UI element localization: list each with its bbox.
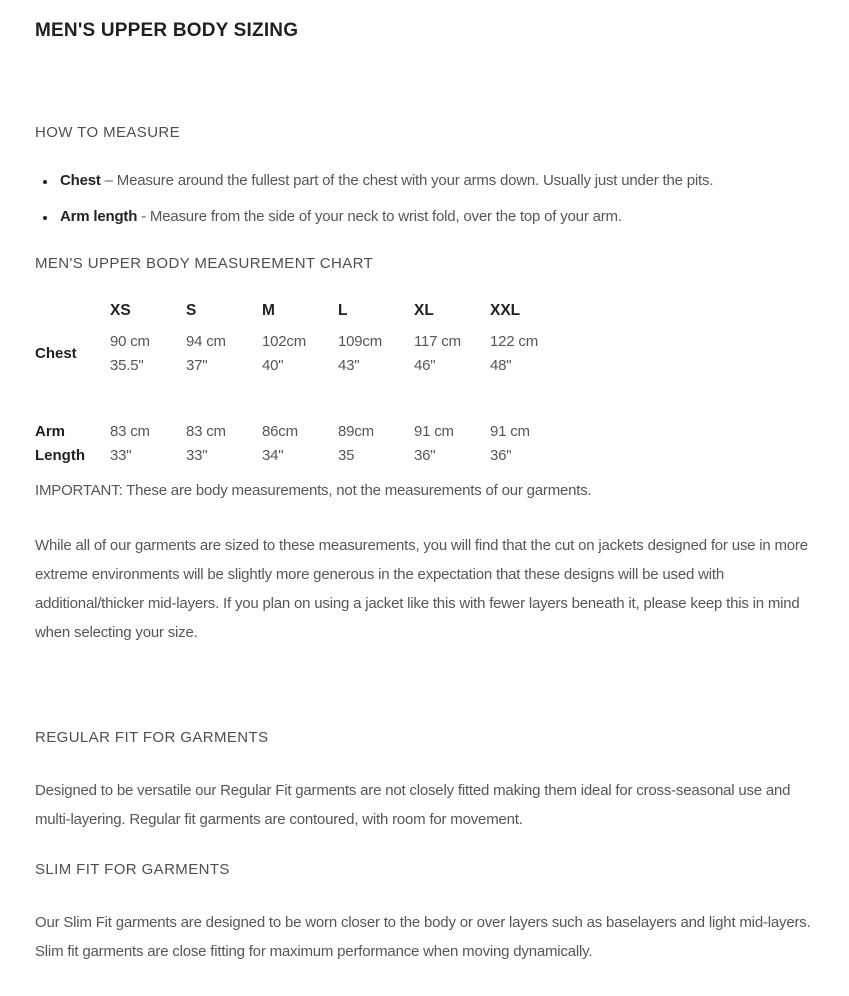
table-cell bbox=[262, 330, 338, 420]
regular-fit-heading: REGULAR FIT FOR GARMENTS bbox=[35, 729, 269, 746]
table-cell bbox=[490, 420, 566, 468]
table-cell bbox=[414, 330, 490, 420]
table-corner-cell bbox=[35, 302, 110, 330]
table-cell bbox=[490, 330, 566, 420]
bullet-dash: - bbox=[141, 208, 146, 225]
table-cell bbox=[262, 420, 338, 468]
cell-inches: 48" bbox=[490, 357, 512, 374]
column-header-xl: XL bbox=[414, 302, 434, 319]
cell-cm: 102cm bbox=[262, 333, 307, 350]
cell-inches: 36" bbox=[490, 447, 512, 464]
important-note: IMPORTANT: These are body measurements, not the measurements of our garments. bbox=[35, 482, 592, 499]
bullet-text: Measure from the side of your neck to wrist fold, over the top of your arm. bbox=[149, 208, 622, 225]
table-cell bbox=[338, 420, 414, 468]
cell-cm: 109cm bbox=[338, 333, 383, 350]
measure-list bbox=[35, 171, 819, 226]
column-header-m: M bbox=[262, 302, 275, 319]
cell-cm: 117 cm bbox=[414, 333, 461, 350]
cell-cm: 89cm bbox=[338, 423, 374, 440]
how-to-measure-heading: HOW TO MEASURE bbox=[35, 124, 181, 141]
column-header-s: S bbox=[186, 302, 197, 319]
column-header-xs: XS bbox=[110, 302, 131, 319]
table-cell bbox=[110, 330, 186, 420]
slim-fit-paragraph: Our Slim Fit garments are designed to be worn closer to the body or over layers such as baselayers and light mid-layers. Slim fit garments are close fitting for maximum performance when moving dynamically. bbox=[35, 914, 811, 960]
cell-inches: 46" bbox=[414, 357, 436, 374]
bullet-text: Measure around the fullest part of the chest with your arms down. Usually just under the pits. bbox=[116, 172, 714, 189]
sizing-note-paragraph: While all of our garments are sized to these measurements, you will find that the cut on jackets designed for use in more extreme environments will be slightly more generous in the expectation that these designs will be used with additional/thicker mid-layers. If you plan on using a jacket like this with fewer layers beneath it, please keep this in mind when selecting your size. bbox=[35, 537, 808, 641]
row-label-chest: Chest bbox=[35, 345, 77, 362]
table-cell bbox=[186, 420, 262, 468]
column-header-l: L bbox=[338, 302, 348, 319]
table-cell bbox=[110, 420, 186, 468]
cell-cm: 94 cm bbox=[186, 333, 226, 350]
table-cell bbox=[186, 330, 262, 420]
cell-inches: 43" bbox=[338, 357, 360, 374]
cell-inches: 36" bbox=[414, 447, 436, 464]
cell-inches: 40" bbox=[262, 357, 284, 374]
row-label-arm-length: Arm Length bbox=[35, 423, 85, 464]
cell-cm: 90 cm bbox=[110, 333, 150, 350]
bullet-dash: – bbox=[104, 172, 113, 189]
cell-inches: 33" bbox=[110, 447, 132, 464]
cell-inches: 34" bbox=[262, 447, 284, 464]
slim-fit-heading: SLIM FIT FOR GARMENTS bbox=[35, 861, 230, 878]
table-row-arm-length bbox=[35, 420, 566, 468]
cell-inches: 35.5" bbox=[110, 357, 144, 374]
page-title: MEN'S UPPER BODY SIZING bbox=[35, 20, 299, 41]
measure-list-item-chest bbox=[57, 171, 819, 190]
measure-list-item-arm-length bbox=[57, 207, 819, 226]
cell-cm: 122 cm bbox=[490, 333, 538, 350]
bullet-term: Chest bbox=[60, 172, 101, 189]
cell-cm: 91 cm bbox=[414, 423, 454, 440]
cell-cm: 83 cm bbox=[186, 423, 226, 440]
bullet-term: Arm length bbox=[60, 208, 138, 225]
regular-fit-paragraph: Designed to be versatile our Regular Fit garments are not closely fitted making them ideal for cross-seasonal use and multi-layering. Regular fit garments are contoured, with room for movement. bbox=[35, 782, 791, 828]
table-cell bbox=[414, 420, 490, 468]
table-header-row bbox=[35, 302, 566, 330]
cell-inches: 33" bbox=[186, 447, 208, 464]
table-row-chest bbox=[35, 330, 566, 420]
column-header-xxl: XXL bbox=[490, 302, 521, 319]
cell-inches: 35 bbox=[338, 447, 355, 464]
cell-cm: 83 cm bbox=[110, 423, 150, 440]
measurement-table bbox=[35, 302, 566, 468]
measurement-chart-heading: MEN'S UPPER BODY MEASUREMENT CHART bbox=[35, 255, 374, 272]
cell-cm: 91 cm bbox=[490, 423, 530, 440]
cell-inches: 37" bbox=[186, 357, 208, 374]
table-cell bbox=[338, 330, 414, 420]
cell-cm: 86cm bbox=[262, 423, 298, 440]
